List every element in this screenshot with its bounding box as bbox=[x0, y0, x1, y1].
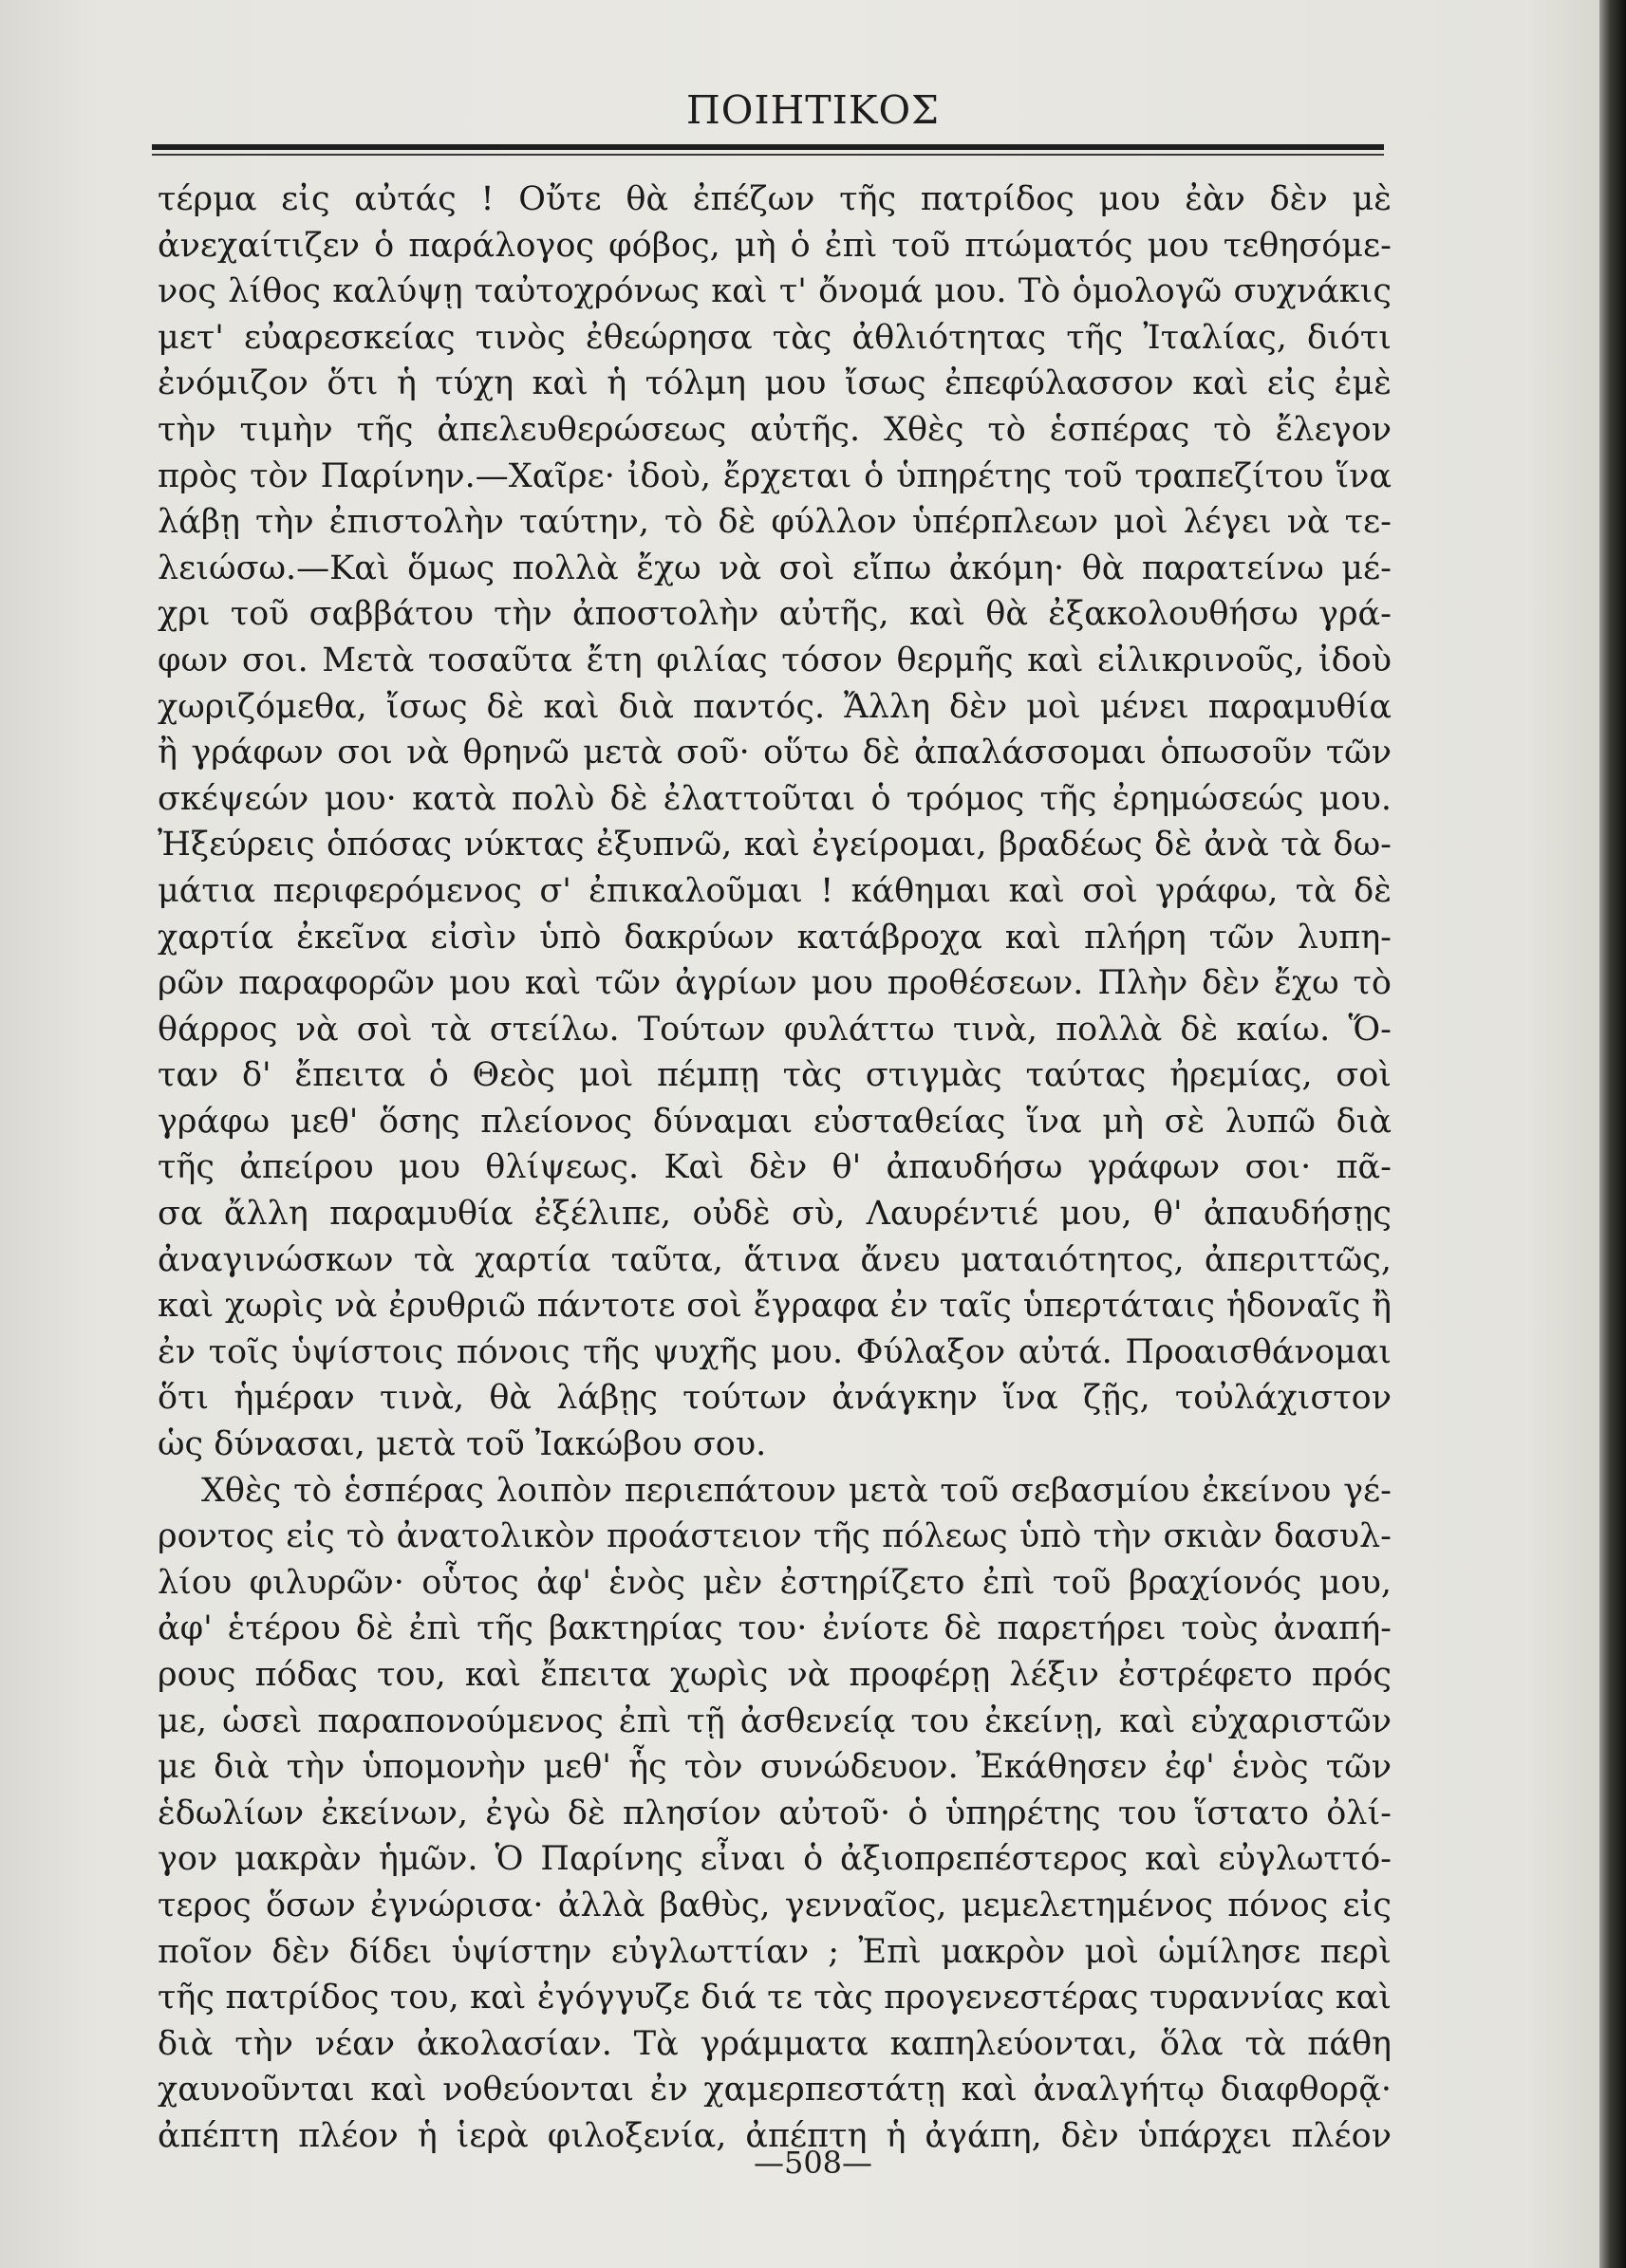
running-header: ΠΟΙΗΤΙΚΟΣ bbox=[685, 87, 941, 133]
text-line: ἐνόμιζον ὅτι ἡ τύχη καὶ ἡ τόλμη μου ἴσως ἐπεφύλασσον καὶ εἰς ἐμὲ bbox=[158, 364, 1392, 403]
text-line: καὶ χωρὶς νὰ ἐρυθριῶ πάντοτε σοὶ ἔγραφα ἐν ταῖς ὑπερτάταις ἡδοναῖς ἢ bbox=[158, 1287, 1392, 1326]
text-line: μάτια περιφερόμενος σ' ἐπικαλοῦμαι ! κάθημαι καὶ σοὶ γράφω, τὰ δὲ bbox=[158, 871, 1392, 910]
text-line: ὡς δύνασαι, μετὰ τοῦ Ἰακώβου σου. bbox=[158, 1425, 767, 1464]
text-line: ἀναγινώσκων τὰ χαρτία ταῦτα, ἅτινα ἄνευ ματαιότητος, ἀπεριττῶς, bbox=[158, 1240, 1392, 1279]
text-line: χωριζόμεθα, ἴσως δὲ καὶ διὰ παντός. Ἄλλη δὲν μοὶ μένει παραμυθία bbox=[158, 687, 1392, 726]
text-line: με, ὡσεὶ παραπονούμενος ἐπὶ τῇ ἀσθενείᾳ του ἐκείνῃ, καὶ εὐχαριστῶν bbox=[158, 1701, 1392, 1740]
text-line: λάβῃ τὴν ἐπιστολὴν ταύτην, τὸ δὲ φύλλον ὑπέρπλεων μοὶ λέγει νὰ τε- bbox=[158, 503, 1392, 542]
text-line: τέρμα εἰς αὐτάς ! Οὔτε θὰ ἐπέζων τῆς πατρίδος μου ἐὰν δὲν μὲ bbox=[158, 180, 1392, 218]
text-line: με διὰ τὴν ὑπομονὴν μεθ' ἧς τὸν συνώδευον. Ἐκάθησεν ἐφ' ἑνὸς τῶν bbox=[158, 1748, 1392, 1787]
text-line: ἑδωλίων ἐκείνων, ἐγὼ δὲ πλησίον αὐτοῦ· ὁ ὑπηρέτης του ἵστατο ὀλί- bbox=[158, 1794, 1392, 1832]
text-line: ἀπέπτη πλέον ἡ ἱερὰ φιλοξενία, ἀπέπτη ἡ ἀγάπη, δὲν ὑπάρχει πλέον bbox=[158, 2116, 1392, 2155]
text-line: τῆς πατρίδος του, καὶ ἐγόγγυζε διά τε τὰς προγενεστέρας τυραννίας καὶ bbox=[158, 1979, 1392, 2017]
text-line: ἢ γράφων σοι νὰ θρηνῶ μετὰ σοῦ· οὕτω δὲ ἀπαλάσσομαι ὁπωσοῦν τῶν bbox=[158, 734, 1392, 772]
text-line: Χθὲς τὸ ἑσπέρας λοιπὸν περιεπάτουν μετὰ τοῦ σεβασμίου ἐκείνου γέ- bbox=[201, 1471, 1392, 1510]
text-line: τερος ὅσων ἐγνώρισα· ἀλλὰ βαθὺς, γενναῖος, μεμελετημένος πόνος εἰς bbox=[158, 1886, 1392, 1924]
text-line: γράφω μεθ' ὅσης πλείονος δύναμαι εὐσταθείας ἵνα μὴ σὲ λυπῶ διὰ bbox=[158, 1102, 1392, 1141]
text-line: ἐν τοῖς ὑψίστοις πόνοις τῆς ψυχῆς μου. Φύλαξον αὐτά. Προαισθάνομαι bbox=[158, 1332, 1392, 1371]
text-line: ροντος εἰς τὸ ἀνατολικὸν προάστειον τῆς πόλεως ὑπὸ τὴν σκιὰν δασυλ- bbox=[158, 1517, 1392, 1556]
text-line: χαυνοῦνται καὶ νοθεύονται ἐν χαμερπεστάτῃ καὶ ἀναλγήτῳ διαφθορᾷ· bbox=[158, 2071, 1392, 2110]
text-line: ρῶν παραφορῶν μου καὶ τῶν ἀγρίων μου προθέσεων. Πλὴν δὲν ἔχω τὸ bbox=[158, 964, 1392, 1003]
text-line: ὅτι ἡμέραν τινὰ, θὰ λάβῃς τούτων ἀνάγκην ἵνα ζῇς, τοὐλάχιστον bbox=[158, 1379, 1392, 1418]
page-number: —508— bbox=[753, 2145, 873, 2181]
text-line: χρι τοῦ σαββάτου τὴν ἀποστολὴν αὐτῆς, καὶ θὰ ἐξακολουθήσω γρά- bbox=[158, 595, 1392, 634]
text-line: φων σοι. Μετὰ τοσαῦτα ἔτη φιλίας τόσον θερμῆς καὶ εἰλικρινοῦς, ἰδοὺ bbox=[158, 641, 1392, 679]
text-line: σκέψεών μου· κατὰ πολὺ δὲ ἐλαττοῦται ὁ τρόμος τῆς ἐρημώσεώς μου. bbox=[158, 779, 1392, 818]
text-line: νος λίθος καλύψῃ ταὐτοχρόνως καὶ τ' ὄνομά μου. Τὸ ὁμολογῶ συχνάκις bbox=[158, 272, 1392, 311]
header-rule-thin bbox=[152, 154, 1384, 156]
text-line: λειώσω.—Καὶ ὅμως πολλὰ ἔχω νὰ σοὶ εἴπω ἀκόμη· θὰ παρατείνω μέ- bbox=[158, 548, 1392, 587]
text-line: ἀφ' ἑτέρου δὲ ἐπὶ τῆς βακτηρίας του· ἐνίοτε δὲ παρετήρει τοὺς ἀναπή- bbox=[158, 1609, 1392, 1648]
text-line: σα ἄλλη παραμυθία ἐξέλιπε, οὐδὲ σὺ, Λαυρέντιέ μου, θ' ἀπαυδήσῃς bbox=[158, 1195, 1392, 1234]
header-rule-thick bbox=[152, 144, 1384, 150]
text-line: πρὸς τὸν Παρίνην.—Χαῖρε· ἰδοὺ, ἔρχεται ὁ ὑπηρέτης τοῦ τραπεζίτου ἵνα bbox=[158, 456, 1392, 495]
text-line: τὴν τιμὴν τῆς ἀπελευθερώσεως αὐτῆς. Χθὲς τὸ ἑσπέρας τὸ ἔλεγον bbox=[158, 410, 1392, 449]
text-line: γον μακρὰν ἡμῶν. Ὁ Παρίνης εἶναι ὁ ἀξιοπρεπέστερος καὶ εὐγλωττό- bbox=[158, 1840, 1392, 1879]
text-line: διὰ τὴν νέαν ἀκολασίαν. Τὰ γράμματα καπηλεύονται, ὅλα τὰ πάθη bbox=[158, 2024, 1392, 2063]
text-line: μετ' εὐαρεσκείας τινὸς ἐθεώρησα τὰς ἀθλιότητας τῆς Ἰταλίας, διότι bbox=[158, 318, 1392, 357]
page-edge-shadow bbox=[1599, 0, 1626, 2268]
text-line: ἀνεχαίτιζεν ὁ παράλογος φόβος, μὴ ὁ ἐπὶ τοῦ πτώματός μου τεθησόμε- bbox=[158, 226, 1392, 265]
text-line: Ἠξεύρεις ὁπόσας νύκτας ἐξυπνῶ, καὶ ἐγείρομαι, βραδέως δὲ ἀνὰ τὰ δω- bbox=[158, 826, 1392, 864]
text-line: ταν δ' ἔπειτα ὁ Θεὸς μοὶ πέμπῃ τὰς στιγμὰς ταύτας ἠρεμίας, σοὶ bbox=[158, 1056, 1392, 1095]
text-line: λίου φιλυρῶν· οὗτος ἀφ' ἑνὸς μὲν ἐστηρίζετο ἐπὶ τοῦ βραχίονός μου, bbox=[158, 1563, 1392, 1602]
text-line: ποῖον δὲν δίδει ὑψίστην εὐγλωττίαν ; Ἐπὶ μακρὸν μοὶ ὡμίλησε περὶ bbox=[158, 1932, 1392, 1971]
body-text bbox=[158, 177, 1392, 2160]
text-line: θάρρος νὰ σοὶ τὰ στείλω. Τούτων φυλάττω τινὰ, πολλὰ δὲ καίω. Ὅ- bbox=[158, 1010, 1392, 1049]
text-line: χαρτία ἐκεῖνα εἰσὶν ὑπὸ δακρύων κατάβροχα καὶ πλήρη τῶν λυπη- bbox=[158, 918, 1392, 957]
text-line: τῆς ἀπείρου μου θλίψεως. Καὶ δὲν θ' ἀπαυδήσω γράφων σοι· πᾶ- bbox=[158, 1148, 1392, 1187]
text-line: ρους πόδας του, καὶ ἔπειτα χωρὶς νὰ προφέρῃ λέξιν ἐστρέφετο πρός bbox=[158, 1656, 1392, 1694]
